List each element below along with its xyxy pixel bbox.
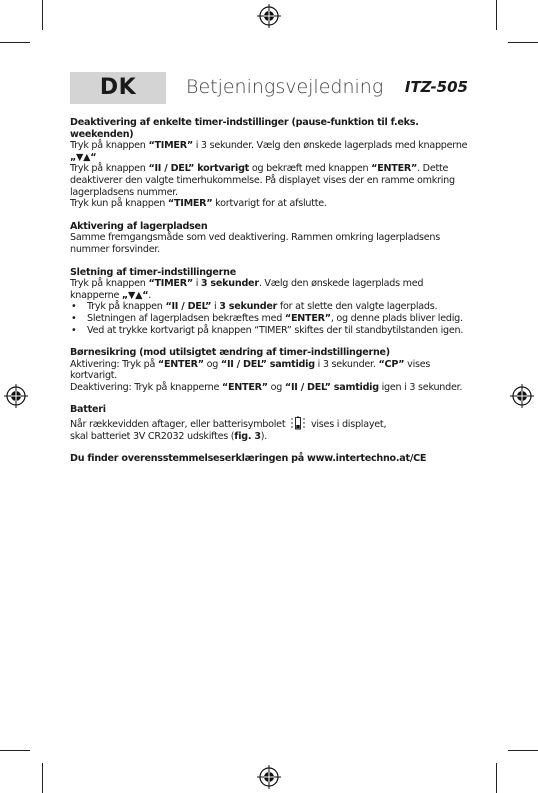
language-badge: DK: [70, 72, 166, 104]
model-number: ITZ-505: [404, 78, 468, 96]
manual-content: [70, 117, 470, 476]
crop-mark: [508, 750, 538, 751]
crop-mark: [42, 0, 43, 30]
section-conformity: [70, 453, 470, 465]
paragraph: Samme fremgangsmåde som ved deaktivering. Rammen omkring lagerpladsens nummer forsvinder.: [70, 232, 441, 255]
paragraph: Aktivering: Tryk på “ENTER” og “II / DEL” samtidig i 3 sekunder. “CP” vises kortvarigt.: [70, 358, 431, 382]
section-heading: Sletning af timer-indstillingerne: [70, 266, 236, 278]
section-child-lock: [70, 347, 470, 393]
section-heading: Børnesikring (mod utilsigtet ændring af timer-indstillingerne): [70, 347, 390, 359]
crop-mark: [508, 42, 538, 43]
page-title: Betjeningsvejledning: [186, 76, 384, 98]
paragraph: Tryk på knappen “II / DEL” kortvarigt og bekræft med knappen “ENTER”. Dette deaktiverer den valgte timerhukommelse. På displayet vises der en ramme omkring lagerpladsens nummer.: [70, 163, 455, 198]
paragraph: Når rækkevidden aftager, eller batterisymbolet vises i displayet,: [70, 416, 470, 431]
registration-mark-icon: [510, 384, 534, 408]
conformity-note: Du finder overensstemmelseserklæringen på www.intertechno.at/CE: [70, 453, 427, 465]
registration-mark-icon: [257, 4, 281, 28]
bullet-list: [70, 301, 470, 336]
section-activate: [70, 221, 470, 256]
crop-mark: [0, 42, 30, 43]
list-item: • Ved at trykke kortvarigt på knappen “TIMER” skiftes der til standbytilstanden igen.: [70, 325, 470, 337]
crop-mark: [496, 763, 497, 793]
section-heading: Batteri: [70, 404, 106, 416]
registration-mark-icon: [4, 384, 28, 408]
page-header: [70, 72, 468, 104]
list-item: • Sletningen af lagerpladsen bekræftes med “ENTER”, og denne plads bliver ledig.: [70, 313, 470, 325]
list-item: • Tryk på knappen “II / DEL” i 3 sekunder for at slette den valgte lagerplads.: [70, 301, 470, 313]
battery-low-icon: [290, 416, 306, 430]
paragraph: Tryk kun på knappen “TIMER” kortvarigt for at afslutte.: [70, 198, 327, 210]
section-battery: [70, 404, 470, 442]
paragraph: Tryk på knappen “TIMER” i 3 sekunder. Vælg den ønskede lagerplads med knapperne „▼▲“.: [70, 278, 424, 301]
section-heading: Deaktivering af enkelte timer-indstillinger (pause-funktion til f.eks. weekenden): [70, 117, 419, 140]
paragraph: Deaktivering: Tryk på knapperne “ENTER” og “II / DEL” samtidig igen i 3 sekunder.: [70, 381, 463, 393]
section-delete: [70, 267, 470, 337]
crop-mark: [42, 763, 43, 793]
section-deactivate: [70, 117, 470, 210]
crop-mark: [0, 750, 30, 751]
crop-mark: [496, 0, 497, 30]
registration-mark-icon: [257, 765, 281, 789]
paragraph: skal batteriet 3V CR2032 udskiftes (fig. 3).: [70, 430, 268, 442]
section-heading: Aktivering af lagerpladsen: [70, 220, 208, 232]
paragraph: Tryk på knappen “TIMER” i 3 sekunder. Vælg den ønskede lagerplads med knapperne „▼▲“: [70, 140, 468, 163]
